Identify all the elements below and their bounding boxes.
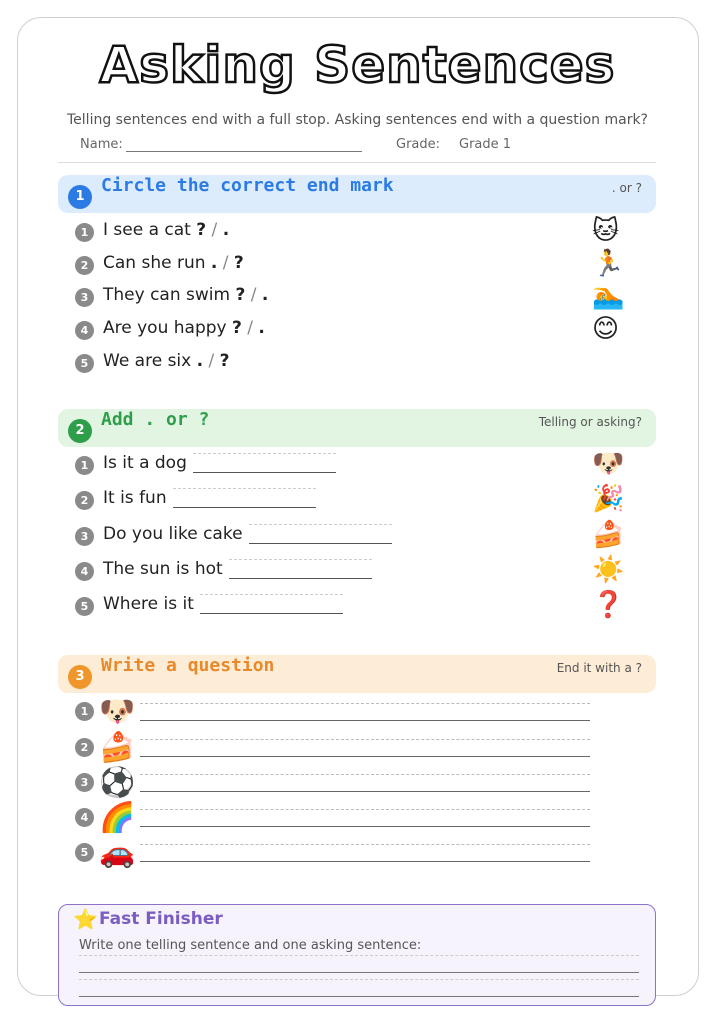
divider-slash: / bbox=[217, 253, 234, 273]
sentence-row bbox=[103, 488, 316, 508]
divider-slash: / bbox=[206, 220, 223, 240]
cat-face-icon: 🐱 bbox=[592, 216, 620, 246]
sentence-text: We are six bbox=[103, 351, 192, 371]
end-mark-option-a[interactable]: ? bbox=[232, 318, 242, 338]
sentence-row bbox=[103, 524, 392, 544]
section-2-title: Add . or ? bbox=[101, 409, 210, 430]
section-1-badge: 1 bbox=[68, 185, 92, 209]
sentence-text: Do you like cake bbox=[103, 524, 243, 544]
sentence-row bbox=[103, 253, 244, 273]
answer-line-1[interactable] bbox=[79, 955, 639, 973]
sentence-row bbox=[103, 351, 230, 371]
item-number: 4 bbox=[75, 562, 94, 581]
grade-value: Grade 1 bbox=[459, 137, 512, 152]
answer-blank[interactable] bbox=[249, 524, 392, 544]
answer-blank[interactable] bbox=[173, 488, 316, 508]
item-number: 2 bbox=[75, 256, 94, 275]
section-3-hint: End it with a ? bbox=[556, 661, 642, 675]
answer-blank[interactable] bbox=[200, 594, 343, 614]
end-mark-option-a[interactable]: . bbox=[196, 351, 204, 371]
divider-slash: / bbox=[245, 285, 262, 305]
sentence-text: Where is it bbox=[103, 594, 194, 614]
sentence-text: Is it a dog bbox=[103, 453, 187, 473]
section-2-hint: Telling or asking? bbox=[538, 415, 642, 429]
name-field[interactable] bbox=[126, 151, 362, 152]
swimmer-icon: 🏊 bbox=[592, 281, 625, 311]
sentence-row bbox=[103, 285, 268, 305]
item-number: 3 bbox=[75, 773, 94, 792]
end-mark-option-b[interactable]: . bbox=[258, 318, 265, 338]
soccer-ball-icon: ⚽ bbox=[99, 765, 136, 799]
item-number: 4 bbox=[75, 808, 94, 827]
sentence-row bbox=[103, 318, 265, 338]
item-number: 5 bbox=[75, 843, 94, 862]
section-3-header bbox=[58, 655, 656, 693]
smiley-icon: 😊 bbox=[592, 314, 620, 344]
end-mark-option-a[interactable]: . bbox=[210, 253, 218, 273]
answer-blank[interactable] bbox=[193, 453, 336, 473]
runner-icon: 🏃 bbox=[592, 249, 625, 279]
item-number: 1 bbox=[75, 702, 94, 721]
end-mark-option-b[interactable]: ? bbox=[219, 351, 230, 371]
item-number: 1 bbox=[75, 456, 94, 475]
end-mark-option-b[interactable]: . bbox=[222, 220, 230, 240]
item-number: 3 bbox=[75, 527, 94, 546]
star-icon: ⭐ bbox=[73, 907, 98, 931]
sentence-text: Can she run bbox=[103, 253, 206, 273]
item-number: 5 bbox=[75, 597, 94, 616]
end-mark-option-b[interactable]: . bbox=[261, 285, 269, 305]
cake-icon: 🍰 bbox=[99, 730, 136, 764]
fast-finisher-instruction: Write one telling sentence and one asking sentence: bbox=[79, 938, 422, 953]
item-number: 2 bbox=[75, 738, 94, 757]
section-1-header bbox=[58, 175, 656, 213]
answer-blank[interactable] bbox=[229, 559, 372, 579]
sun-icon: ☀️ bbox=[592, 555, 625, 585]
writing-line[interactable] bbox=[140, 844, 590, 862]
dog-face-icon: 🐶 bbox=[592, 449, 625, 479]
sentence-row bbox=[103, 453, 336, 473]
car-icon: 🚗 bbox=[99, 835, 136, 869]
fast-finisher-title: Fast Finisher bbox=[99, 909, 223, 929]
header-divider bbox=[58, 162, 656, 163]
page-title: Asking Sentences bbox=[99, 36, 616, 94]
divider-slash: / bbox=[203, 351, 220, 371]
fast-finisher-box bbox=[58, 904, 656, 1006]
answer-line-2[interactable] bbox=[79, 979, 639, 997]
end-mark-option-a[interactable]: ? bbox=[196, 220, 207, 240]
item-number: 3 bbox=[75, 288, 94, 307]
divider-slash: / bbox=[241, 318, 259, 338]
sentence-text: Are you happy bbox=[103, 318, 227, 338]
name-label: Name: bbox=[80, 137, 123, 152]
writing-line[interactable] bbox=[140, 774, 590, 792]
end-mark-option-b[interactable]: ? bbox=[233, 253, 244, 273]
sentence-row bbox=[103, 220, 229, 240]
item-number: 4 bbox=[75, 321, 94, 340]
sentence-text: It is fun bbox=[103, 488, 167, 508]
sentence-text: They can swim bbox=[103, 285, 231, 305]
question-mark-icon: ❓ bbox=[592, 590, 625, 620]
sentence-text: The sun is hot bbox=[103, 559, 223, 579]
grade-label: Grade: bbox=[396, 137, 441, 152]
sentence-text: I see a cat bbox=[103, 220, 191, 240]
rainbow-icon: 🌈 bbox=[99, 800, 136, 834]
subtitle: Telling sentences end with a full stop. Asking sentences end with a question mark? bbox=[67, 112, 648, 128]
writing-line[interactable] bbox=[140, 809, 590, 827]
party-popper-icon: 🎉 bbox=[592, 484, 625, 514]
section-2-badge: 2 bbox=[68, 419, 92, 443]
item-number: 2 bbox=[75, 491, 94, 510]
writing-line[interactable] bbox=[140, 703, 590, 721]
sentence-row bbox=[103, 594, 343, 614]
section-2-header bbox=[58, 409, 656, 447]
end-mark-option-a[interactable]: ? bbox=[235, 285, 246, 305]
section-1-title: Circle the correct end mark bbox=[101, 175, 394, 196]
item-number: 1 bbox=[75, 223, 94, 242]
section-3-title: Write a question bbox=[101, 655, 275, 676]
cake-icon: 🍰 bbox=[592, 520, 625, 550]
section-1-hint: . or ? bbox=[611, 181, 642, 195]
sentence-row bbox=[103, 559, 372, 579]
item-number: 5 bbox=[75, 354, 94, 373]
section-3-badge: 3 bbox=[68, 665, 92, 689]
writing-line[interactable] bbox=[140, 739, 590, 757]
dog-face-icon: 🐶 bbox=[99, 694, 136, 728]
